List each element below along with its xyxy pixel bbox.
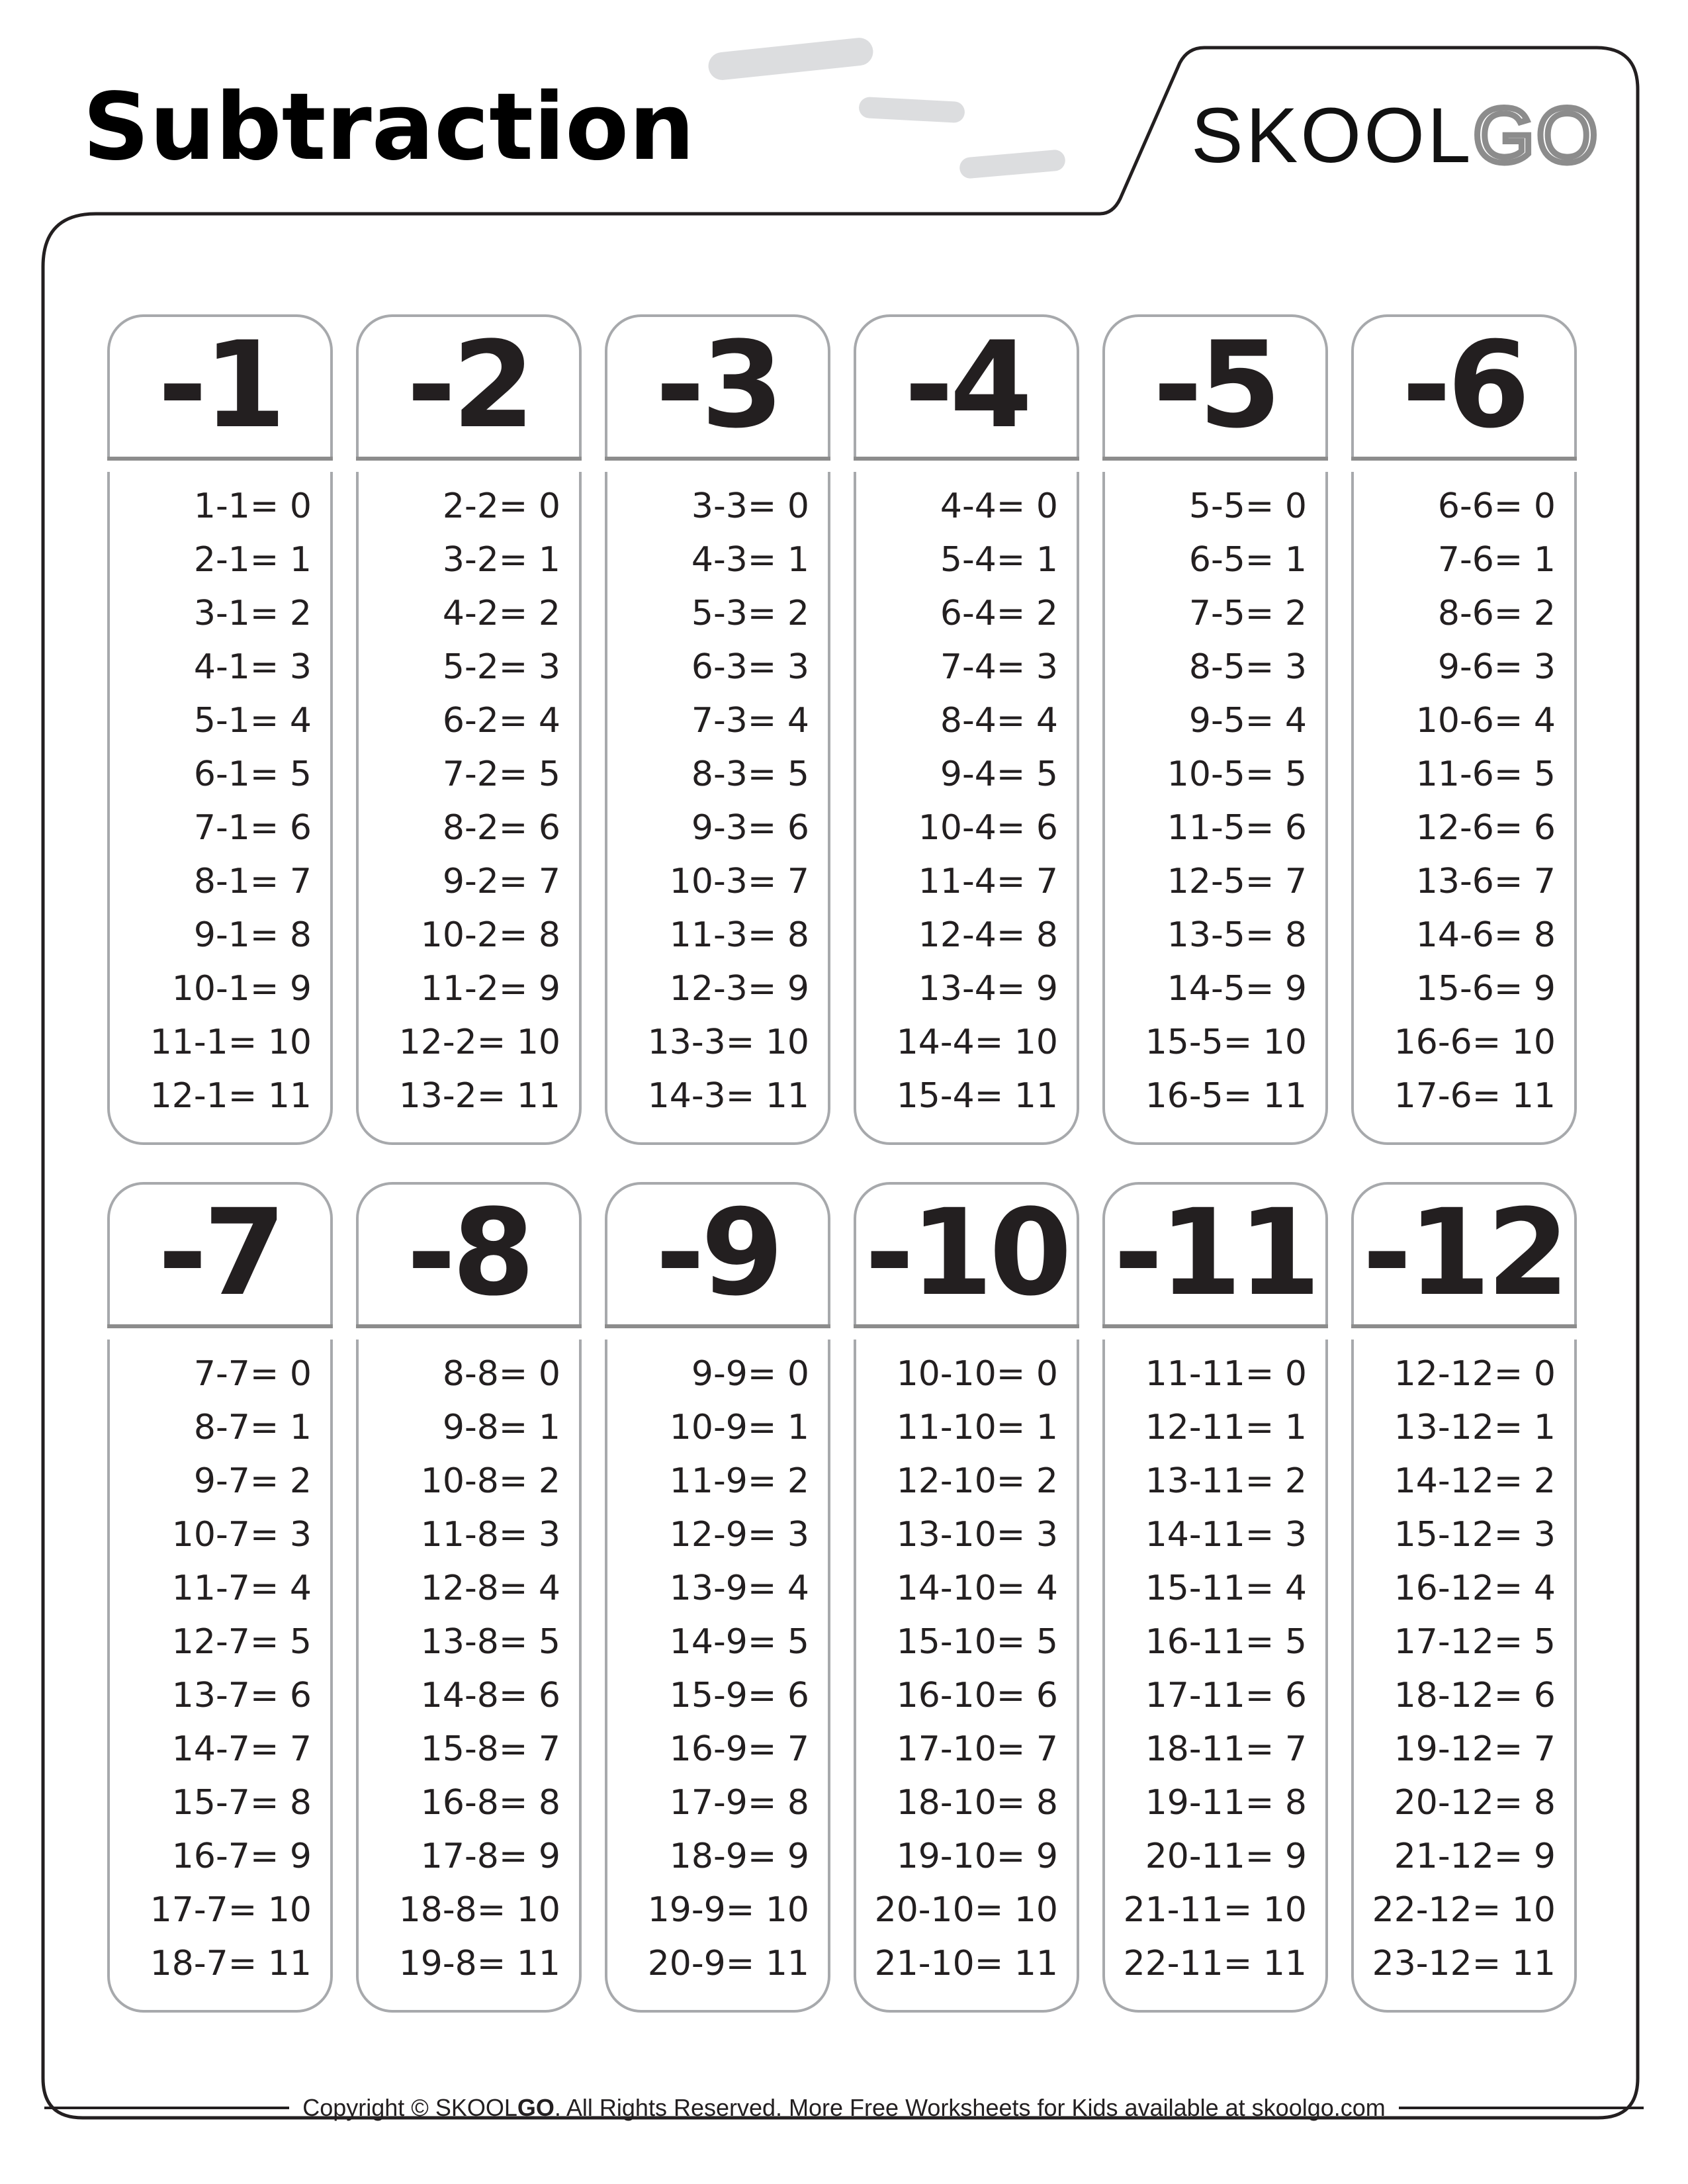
copyright-notice: . All Rights Reserved. More Free Worksheets for Kids available at [554,2094,1252,2121]
subtraction-fact: 10-2= 8 [420,915,560,955]
subtraction-fact: 5-3= 2 [691,594,809,633]
subtraction-fact: 14-5= 9 [1167,969,1307,1009]
subtraction-fact: 11-4= 7 [918,862,1058,901]
table-minus-1 [107,314,330,1145]
subtraction-fact: 11-6= 5 [1415,754,1556,794]
subtraction-fact: 15-12= 3 [1394,1515,1556,1555]
subtraction-fact: 8-4= 4 [940,701,1058,741]
table-minus-7 [107,1182,330,2013]
subtraction-fact: 13-3= 10 [647,1023,809,1062]
subtraction-fact: 6-4= 2 [940,594,1058,633]
subtraction-fact: 8-2= 6 [442,808,560,848]
subtraction-fact: 18-10= 8 [896,1783,1058,1823]
subtraction-fact: 12-11= 1 [1145,1408,1307,1447]
copyright-prefix: Copyright © [302,2094,435,2121]
subtraction-fact: 13-7= 6 [171,1676,312,1715]
subtraction-fact: 7-4= 3 [940,647,1058,687]
table-minus-2 [356,314,579,1145]
subtraction-fact: 17-6= 11 [1394,1076,1556,1116]
subtraction-fact: 8-3= 5 [691,754,809,794]
subtraction-fact: 19-12= 7 [1394,1729,1556,1769]
subtraction-fact: 14-9= 5 [669,1622,809,1662]
subtraction-fact: 12-4= 8 [918,915,1058,955]
subtraction-fact: 3-2= 1 [442,540,560,580]
table-minus-4 [854,314,1077,1145]
subtraction-fact: 16-9= 7 [669,1729,809,1769]
subtraction-fact: 10-7= 3 [171,1515,312,1555]
subtraction-fact: 6-1= 5 [193,754,312,794]
subtraction-fact: 17-12= 5 [1394,1622,1556,1662]
subtraction-fact: 20-9= 11 [647,1944,809,1983]
subtraction-tables [107,314,1574,2013]
subtraction-fact: 15-5= 10 [1145,1023,1307,1062]
subtraction-fact: 15-9= 6 [669,1676,809,1715]
subtraction-fact: 9-5= 4 [1188,701,1307,741]
subtraction-fact: 17-9= 8 [669,1783,809,1823]
footer-divider-left [44,2107,289,2109]
page-title: Subtraction [83,73,695,181]
subtraction-fact: 14-10= 4 [896,1569,1058,1608]
subtraction-fact: 14-7= 7 [171,1729,312,1769]
subtraction-fact: 8-1= 7 [193,862,312,901]
table-heading: -6 [1401,316,1527,455]
table-heading: -9 [655,1184,780,1322]
subtraction-fact: 15-6= 9 [1415,969,1556,1009]
table-minus-6 [1351,314,1574,1145]
table-minus-10 [854,1182,1077,2013]
subtraction-fact: 11-3= 8 [669,915,809,955]
subtraction-fact: 10-1= 9 [171,969,312,1009]
subtraction-fact: 18-7= 11 [150,1944,312,1983]
subtraction-fact: 11-2= 9 [420,969,560,1009]
subtraction-fact: 9-8= 1 [442,1408,560,1447]
fact-list [113,1347,312,1991]
subtraction-fact: 11-7= 4 [171,1569,312,1608]
subtraction-fact: 6-5= 1 [1188,540,1307,580]
subtraction-fact: 21-12= 9 [1394,1837,1556,1876]
subtraction-fact: 15-7= 8 [171,1783,312,1823]
decorative-dashes [707,36,1066,179]
subtraction-fact: 9-1= 8 [193,915,312,955]
table-heading: -3 [655,316,780,455]
fact-list [1108,1347,1307,1991]
subtraction-fact: 8-7= 1 [193,1408,312,1447]
subtraction-fact: 11-1= 10 [150,1023,312,1062]
subtraction-fact: 7-1= 6 [193,808,312,848]
subtraction-fact: 9-9= 0 [691,1354,809,1394]
subtraction-fact: 9-4= 5 [940,754,1058,794]
subtraction-fact: 21-10= 11 [874,1944,1058,1983]
subtraction-fact: 17-10= 7 [896,1729,1058,1769]
subtraction-fact: 13-9= 4 [669,1569,809,1608]
subtraction-fact: 17-7= 10 [150,1890,312,1930]
subtraction-fact: 14-4= 10 [896,1023,1058,1062]
subtraction-fact: 16-10= 6 [896,1676,1058,1715]
subtraction-fact: 16-7= 9 [171,1837,312,1876]
copyright-footer [0,2088,1688,2128]
subtraction-fact: 7-5= 2 [1188,594,1307,633]
subtraction-fact: 11-10= 1 [896,1408,1058,1447]
subtraction-fact: 7-6= 1 [1437,540,1556,580]
subtraction-fact: 7-3= 4 [691,701,809,741]
footer-brand-prefix: SKOOL [435,2094,517,2121]
subtraction-fact: 20-11= 9 [1145,1837,1307,1876]
table-heading: -5 [1153,316,1278,455]
table-heading: -10 [864,1184,1069,1322]
header-divider [356,1324,582,1328]
table-heading: -8 [406,1184,531,1322]
subtraction-fact: 10-10= 0 [896,1354,1058,1394]
subtraction-fact: 13-11= 2 [1145,1461,1307,1501]
table-heading: -1 [157,316,283,455]
subtraction-fact: 12-6= 6 [1415,808,1556,848]
subtraction-fact: 5-2= 3 [442,647,560,687]
subtraction-fact: 20-12= 8 [1394,1783,1556,1823]
subtraction-fact: 16-11= 5 [1145,1622,1307,1662]
subtraction-fact: 13-5= 8 [1167,915,1307,955]
subtraction-fact: 6-6= 0 [1437,486,1556,526]
fact-list [611,480,809,1123]
subtraction-fact: 9-3= 6 [691,808,809,848]
subtraction-fact: 12-12= 0 [1394,1354,1556,1394]
subtraction-fact: 4-3= 1 [691,540,809,580]
subtraction-fact: 13-12= 1 [1394,1408,1556,1447]
subtraction-fact: 19-11= 8 [1145,1783,1307,1823]
subtraction-fact: 2-1= 1 [193,540,312,580]
header-divider [107,1324,333,1328]
subtraction-fact: 17-8= 9 [420,1837,560,1876]
logo-suffix: GO [1473,92,1601,179]
subtraction-fact: 12-1= 11 [150,1076,312,1116]
subtraction-fact: 9-6= 3 [1437,647,1556,687]
subtraction-fact: 11-8= 3 [420,1515,560,1555]
subtraction-fact: 7-7= 0 [193,1354,312,1394]
subtraction-fact: 13-10= 3 [896,1515,1058,1555]
table-heading: -4 [904,316,1029,455]
subtraction-fact: 17-11= 6 [1145,1676,1307,1715]
subtraction-fact: 12-8= 4 [420,1569,560,1608]
subtraction-fact: 11-5= 6 [1167,808,1307,848]
subtraction-fact: 5-1= 4 [193,701,312,741]
header-divider [1351,457,1577,461]
subtraction-fact: 10-6= 4 [1415,701,1556,741]
subtraction-fact: 19-10= 9 [896,1837,1058,1876]
subtraction-fact: 16-6= 10 [1394,1023,1556,1062]
subtraction-fact: 23-12= 11 [1372,1944,1556,1983]
subtraction-fact: 15-10= 5 [896,1622,1058,1662]
subtraction-fact: 18-11= 7 [1145,1729,1307,1769]
table-heading: -7 [157,1184,283,1322]
subtraction-fact: 8-5= 3 [1188,647,1307,687]
subtraction-fact: 9-2= 7 [442,862,560,901]
subtraction-fact: 14-3= 11 [647,1076,809,1116]
subtraction-fact: 4-2= 2 [442,594,560,633]
table-heading: -11 [1113,1184,1317,1322]
subtraction-fact: 1-1= 0 [193,486,312,526]
subtraction-fact: 12-10= 2 [896,1461,1058,1501]
subtraction-fact: 18-12= 6 [1394,1676,1556,1715]
subtraction-fact: 21-11= 10 [1123,1890,1307,1930]
subtraction-fact: 18-9= 9 [669,1837,809,1876]
subtraction-fact: 11-11= 0 [1145,1354,1307,1394]
subtraction-fact: 14-12= 2 [1394,1461,1556,1501]
subtraction-fact: 16-8= 8 [420,1783,560,1823]
subtraction-fact: 3-1= 2 [193,594,312,633]
subtraction-fact: 10-4= 6 [918,808,1058,848]
fact-list [113,480,312,1123]
fact-list [1108,480,1307,1123]
subtraction-fact: 11-9= 2 [669,1461,809,1501]
subtraction-fact: 15-11= 4 [1145,1569,1307,1608]
subtraction-fact: 13-6= 7 [1415,862,1556,901]
fact-list [362,480,560,1123]
subtraction-fact: 16-5= 11 [1145,1076,1307,1116]
fact-list [860,480,1058,1123]
subtraction-fact: 7-2= 5 [442,754,560,794]
fact-list [1357,1347,1556,1991]
table-minus-3 [605,314,828,1145]
subtraction-fact: 12-7= 5 [171,1622,312,1662]
subtraction-fact: 9-7= 2 [193,1461,312,1501]
subtraction-fact: 18-8= 10 [398,1890,560,1930]
fact-list [860,1347,1058,1991]
subtraction-fact: 4-1= 3 [193,647,312,687]
header-divider [854,457,1079,461]
table-heading: -2 [406,316,531,455]
subtraction-fact: 13-8= 5 [420,1622,560,1662]
table-heading: -12 [1362,1184,1566,1322]
subtraction-fact: 10-9= 1 [669,1408,809,1447]
copyright-text [302,2094,1386,2122]
table-minus-8 [356,1182,579,2013]
subtraction-fact: 8-8= 0 [442,1354,560,1394]
logo-prefix: SKOOL [1191,92,1474,179]
subtraction-fact: 15-8= 7 [420,1729,560,1769]
subtraction-fact: 14-6= 8 [1415,915,1556,955]
subtraction-fact: 20-10= 10 [874,1890,1058,1930]
subtraction-fact: 10-3= 7 [669,862,809,901]
subtraction-fact: 12-5= 7 [1167,862,1307,901]
subtraction-fact: 19-9= 10 [647,1890,809,1930]
subtraction-fact: 12-2= 10 [398,1023,560,1062]
footer-brand-suffix: GO [517,2094,555,2121]
header-divider [854,1324,1079,1328]
subtraction-fact: 10-8= 2 [420,1461,560,1501]
subtraction-fact: 13-2= 11 [398,1076,560,1116]
subtraction-fact: 8-6= 2 [1437,594,1556,633]
subtraction-fact: 4-4= 0 [940,486,1058,526]
header-divider [605,457,830,461]
subtraction-fact: 5-4= 1 [940,540,1058,580]
table-minus-9 [605,1182,828,2013]
table-minus-5 [1102,314,1325,1145]
skoolgo-logo [1191,86,1600,185]
table-minus-12 [1351,1182,1574,2013]
subtraction-fact: 5-5= 0 [1188,486,1307,526]
header-divider [356,457,582,461]
subtraction-fact: 22-11= 11 [1123,1944,1307,1983]
subtraction-fact: 2-2= 0 [442,486,560,526]
subtraction-fact: 6-3= 3 [691,647,809,687]
header-divider [1102,1324,1328,1328]
subtraction-fact: 12-3= 9 [669,969,809,1009]
header-divider [1351,1324,1577,1328]
subtraction-fact: 14-8= 6 [420,1676,560,1715]
table-minus-11 [1102,1182,1325,2013]
subtraction-fact: 10-5= 5 [1167,754,1307,794]
subtraction-fact: 13-4= 9 [918,969,1058,1009]
fact-list [362,1347,560,1991]
subtraction-fact: 22-12= 10 [1372,1890,1556,1930]
fact-list [1357,480,1556,1123]
header-divider [1102,457,1328,461]
subtraction-fact: 16-12= 4 [1394,1569,1556,1608]
footer-divider-right [1399,2107,1644,2109]
subtraction-fact: 15-4= 11 [896,1076,1058,1116]
subtraction-fact: 12-9= 3 [669,1515,809,1555]
header-divider [605,1324,830,1328]
header-divider [107,457,333,461]
skoolgo-link[interactable]: skoolgo.com [1251,2094,1386,2121]
fact-list [611,1347,809,1991]
subtraction-fact: 14-11= 3 [1145,1515,1307,1555]
subtraction-fact: 3-3= 0 [691,486,809,526]
subtraction-fact: 6-2= 4 [442,701,560,741]
subtraction-fact: 19-8= 11 [398,1944,560,1983]
